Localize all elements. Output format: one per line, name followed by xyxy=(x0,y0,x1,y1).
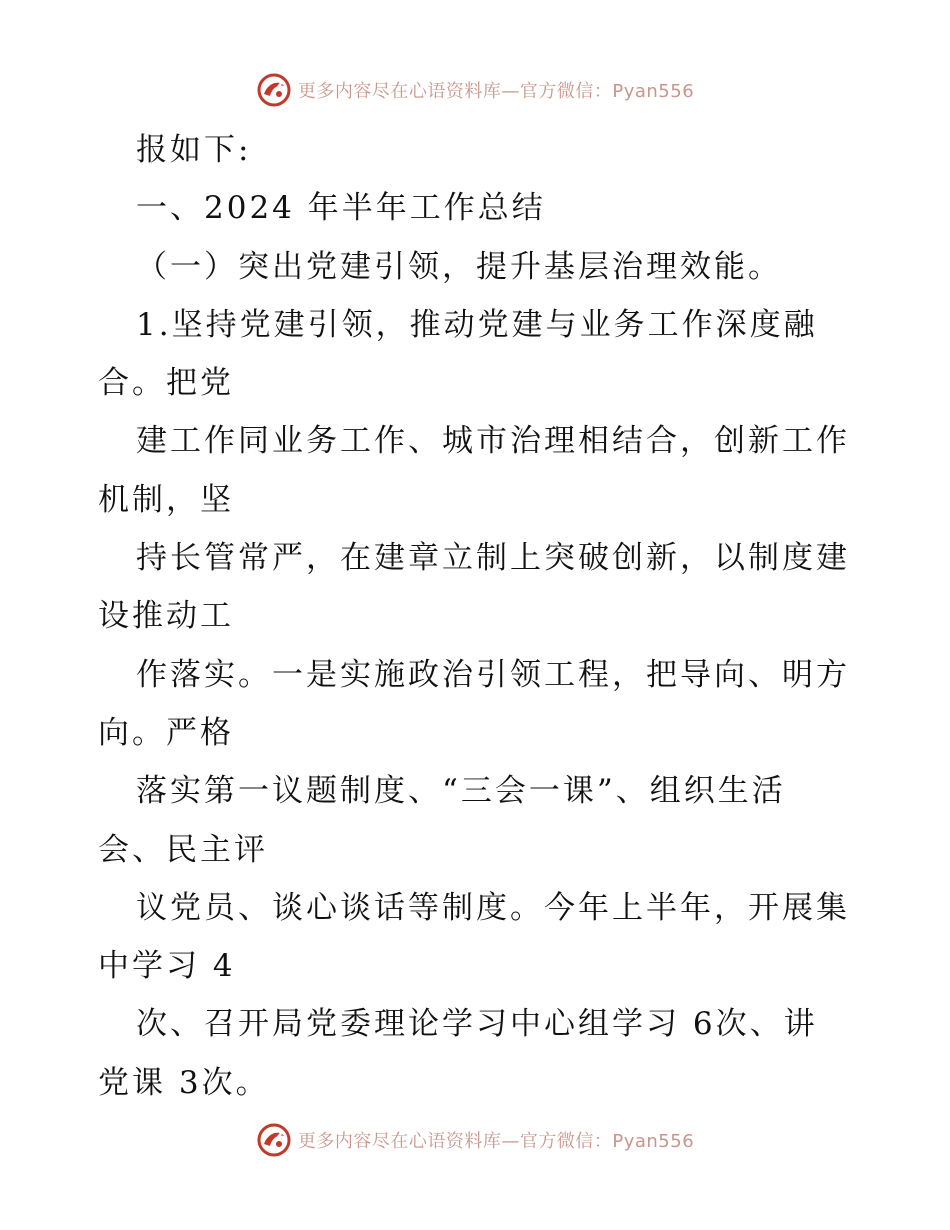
watermark-banner-top xyxy=(0,68,950,112)
watermark-banner-bottom xyxy=(0,1118,950,1162)
text-line: 设推动工 xyxy=(98,598,234,635)
text-line: 向。严格 xyxy=(98,714,234,751)
red-swirl-logo-icon xyxy=(256,72,292,108)
text-line: 中学习 4 xyxy=(98,948,236,985)
subsection-heading: （一）突出党建引领，提升基层治理效能。 xyxy=(136,248,782,285)
text-line: 建工作同业务工作、城市治理相结合，创新工作 xyxy=(136,423,850,460)
text-line: 报如下: xyxy=(136,132,252,168)
text-line: 1.坚持党建引领，推动党建与业务工作深度融 xyxy=(136,306,818,343)
text-line: 落实第一议题制度、“三会一课”、组织生活 xyxy=(136,773,786,810)
text-line: 次、召开局党委理论学习中心组学习 6次、讲 xyxy=(136,1006,818,1043)
text-line: 持长管常严，在建章立制上突破创新，以制度建 xyxy=(136,540,850,577)
text-line: 党课 3次。 xyxy=(98,1064,270,1101)
text-line: 作落实。一是实施政治引领工程，把导向、明方 xyxy=(136,656,850,693)
text-line: 合。把党 xyxy=(98,365,234,402)
watermark-text: 更多内容尽在心语资料库—官方微信：Pyan556 xyxy=(297,81,695,102)
document-body xyxy=(0,121,950,1112)
text-line: 机制，坚 xyxy=(98,481,234,518)
text-line: 会、民主评 xyxy=(98,831,268,868)
red-swirl-logo-icon xyxy=(256,1122,292,1158)
watermark-text: 更多内容尽在心语资料库—官方微信：Pyan556 xyxy=(297,1131,695,1152)
text-line: 议党员、谈心谈话等制度。今年上半年，开展集 xyxy=(136,889,850,926)
section-heading: 一、2024 年半年工作总结 xyxy=(136,190,546,227)
